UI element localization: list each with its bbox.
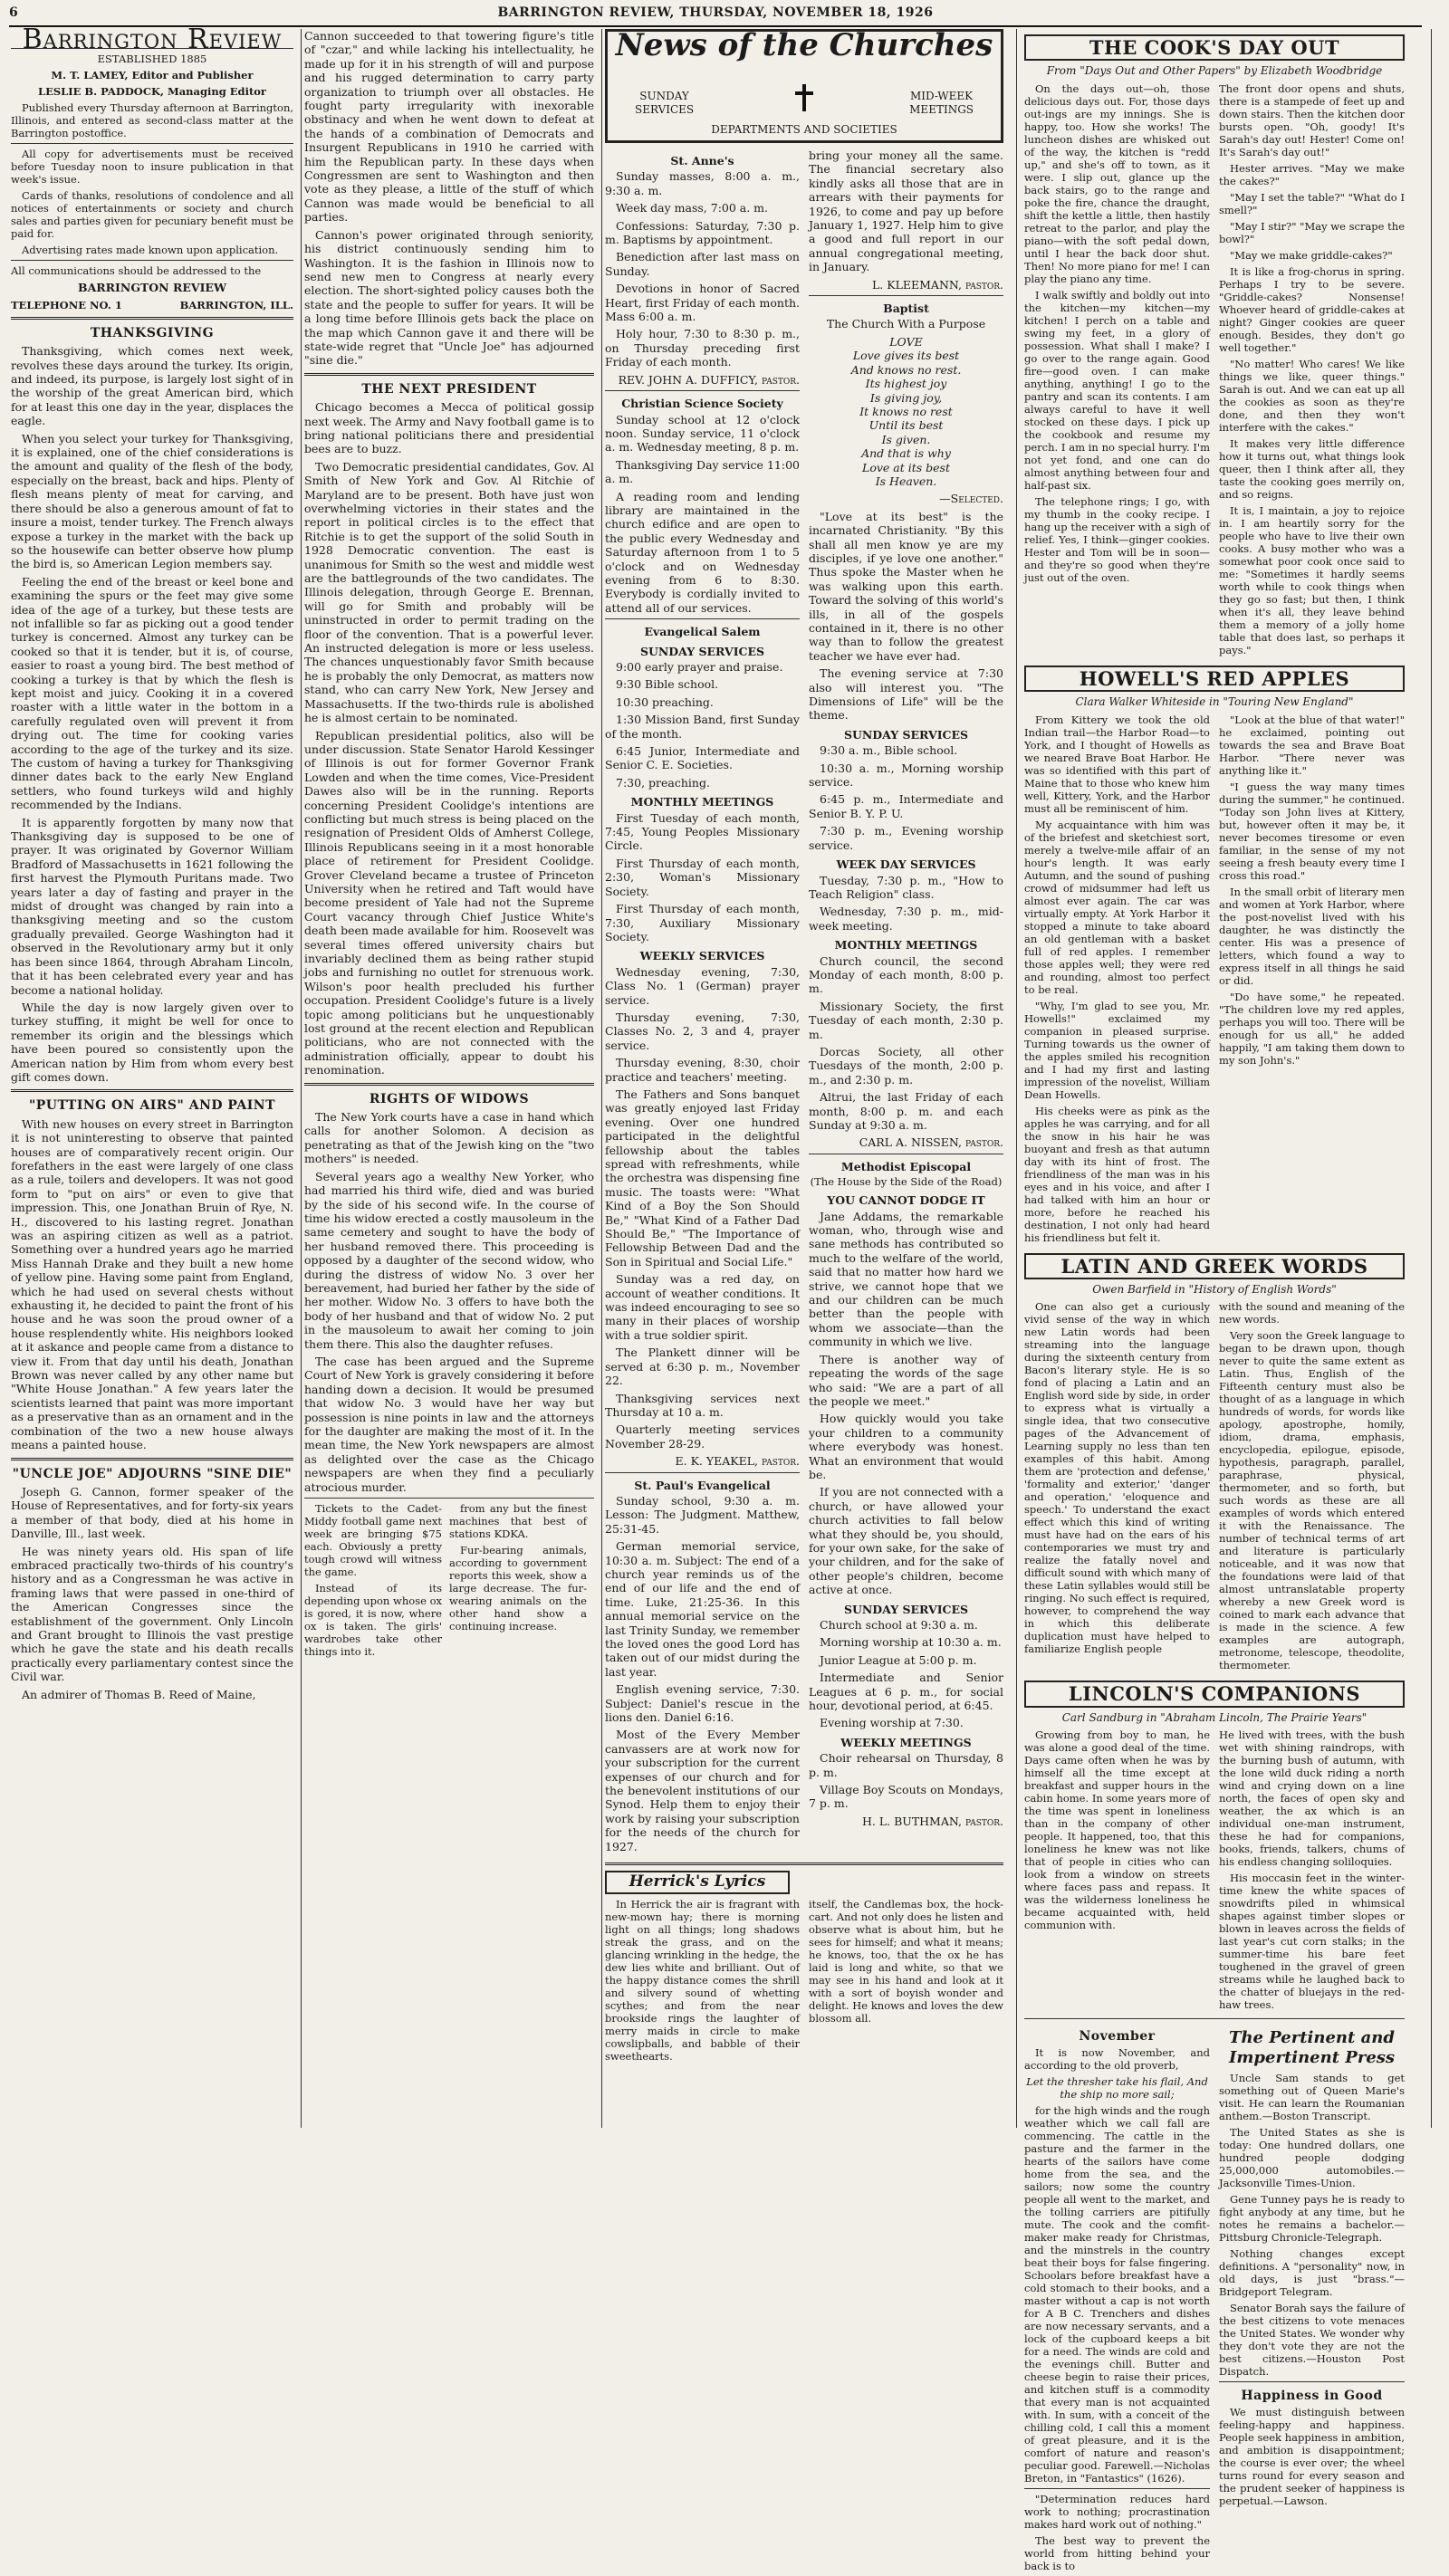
latin-greek-headline: LATIN AND GREEK WORDS — [1024, 1253, 1405, 1279]
next-president-headline: THE NEXT PRESIDENT — [361, 381, 537, 397]
church-item: Sunday was a red day, on account of weather conditions. It was indeed encouraging to see so many in their places of worship with a true soldier spirit. — [605, 1272, 800, 1342]
pertinent-press-headline: The Pertinent and Impertinent Press — [1228, 2028, 1396, 2068]
midweek-label: MID-WEEK — [910, 90, 974, 102]
article-paragraph: Two Democratic presidential candidates, Gov. Al Smith of New York and Gov. Al Ritchie of Maryland are to be present. Both have just won overwhelming victories in their states and the report in political circles is to the effect that Ritchie is to get the support of the solid South in 1928 Democratic convention. The east is unanimous for Smith so the west and middle west are the battlegrounds of the two candidates. The Illinois delegation, through George E. Brennan, will go for Smith and probably will be uninstructed in order to permit trading on the floor of the convention. That is a powerful lever. An instructed delegation is more or less useless. The chances unquestionably favor Smith because he is probably the only Democrat, as matters now stand, who can carry New York, New Jersey and Massachusetts. If the two-thirds rule is abolished he is almost certain to be nominated. — [304, 459, 594, 725]
pastor-name: REV. JOHN A. DUFFICY, pastor. — [618, 372, 800, 387]
article-paragraph: It is now November, and according to the old proverb, — [1024, 2046, 1210, 2073]
press-item: Senator Borah says the failure of the best citizens to vote menaces the United States. We wonder why they don't vote they are not the best citizens.—Houston Post Dispatch. — [1219, 2302, 1405, 2379]
article-paragraph: itself, the Candlemas box, the hock-cart. And not only does he listen and observe what is about him, but he sees for himself; and what it means; he knows, too, that the ox he has laid is long and white, so that we may see in his hand and look at it with a sort of boyish wonder and delight. He knows and loves the dew blossom all. — [809, 1897, 1003, 2025]
church-item: 9:30 Bible school. — [616, 677, 719, 692]
article-paragraph: The front door opens and shuts, there is a stampede of feet up and down stairs. Then the kitchen door bursts open. "Oh, goody! It's Sarah's day out! Hester! Come on! It's Sarah's day out!" — [1219, 81, 1405, 158]
paper-title: Barrington Review — [11, 33, 293, 49]
verse: Let the thresher take his flail, And the ship no more sail; — [1026, 2075, 1208, 2102]
church-item: Junior League at 5:00 p. m. — [820, 1652, 977, 1667]
widows-headline: RIGHTS OF WIDOWS — [369, 1091, 530, 1106]
article-paragraph: It is apparently forgotten by many now that Thanksgiving day is supposed to be one of prayer. It was originated by Governor William Bradford of Massachusetts in 1621 following the first harvest the Plymouth Puritans made. Two years later a day of fasting and prayer in the midst of drought was changed by rain into a thanksgiving meeting and so the custom gradually prevailed. George Washington had it observed in the Revolutionary army but it only has been since 1864, through Abraham Lincoln, that it has been celebrated every year and has become a national holiday. — [11, 815, 293, 997]
airs-headline: "PUTTING ON AIRS" AND PAINT — [28, 1098, 276, 1114]
article-byline: Owen Barfield in "History of English Words" — [1092, 1283, 1337, 1297]
article-paragraph: We must distinguish between feeling-happy and happiness. People seek happiness in ambition, and ambition is disappointment; the course is ever over; the wheel turns round for every season and the prudent seeker of happiness is perpetual.—Lawson. — [1219, 2406, 1405, 2508]
pastor-name: CARL A. NISSEN, pastor. — [859, 1135, 1003, 1150]
church-item: A reading room and lending library are maintained in the church edifice and are open to the public every Wednesday and Saturday afternoon from 1 to 5 o'clock and on Wednesday evening from 6 to 8:30. Everybody is cordially invited to attend all of our services. — [605, 489, 800, 615]
church-item: Sunday school, 9:30 a. m. Lesson: The Judgment. Matthew, 25:31-45. — [605, 1493, 800, 1536]
church-heading: St. Anne's — [670, 154, 734, 168]
happiness-headline: Happiness in Good — [1241, 2389, 1383, 2404]
church-subheading: YOU CANNOT DODGE IT — [827, 1193, 985, 1208]
article-paragraph: Feeling the end of the breast or keel bone and examining the spurs or the feet may give some idea of the age of a turkey, but these tests are not infallible so far as picking out a good tender turkey is concerned. Almost any turkey can be cooked so that it is tender, but it is, of course, easier to roast a young bird. The best method of cooking a turkey is that by which the flesh is kept moist and juicy. Cooking it in a covered roaster with a little water in the bottom in a carefully regulated oven will prevent it from drying out. The time for cooking varies according to the age of the turkey and its size. The custom of having a turkey for Thanksgiving dinner dates back to the early New England settlers, who found turkeys wild and highly recommended by the Indians. — [11, 574, 293, 812]
article-paragraph: With new houses on every street in Barrington it is not uninteresting to observe that painted houses are of comparatively recent origin. Our forefathers in the east were largely of one class as a rule, toilers and developers. It was not good form to "put on airs" or even to give that impression. This, one Jonathan Bruin of Rye, N. H., discovered to his lasting regret. Jonathan was an aspiring citizen as well as a patriot. Something over a hundred years ago he married Miss Hannah Drake and they built a new home of yellow pine. Having some paint from England, which he had used on several chests without exhausting it, he decided to paint the front of his house and he was soon the proud owner of a house resplendently white. His neighbors looked at it askance and people came from a distance to view it. From that day until his death, Jonathan Brown was never called by any other name but "White House Jonathan." A few years later the scientists learned that paint was more important as a preservative than as an ornament and in the combination of the two a new house always means a painted house. — [11, 1116, 293, 1452]
article-byline: Carl Sandburg in "Abraham Lincoln, The Prairie Years" — [1061, 1710, 1367, 1724]
article-paragraph: Hester arrives. "May we make the cakes?" — [1219, 161, 1405, 187]
column-features — [1016, 29, 1405, 2573]
article-paragraph: The telephone rings; I go, with my thumb in the cooky recipe. I hang up the receiver with a sigh of relief. Yes, I think—ginger cookies. Hester and Tom will be in soon—and they're so good when they're just out of the oven. — [1024, 494, 1210, 584]
church-subheading: MONTHLY MEETINGS — [630, 795, 774, 809]
article-paragraph: In Herrick the air is fragrant with new-mown hay; there is morning light on all things; long shadows streak the grass, and on the glancing wrinkling in the hedge, the dew lies white and brilliant. Out of the happy distance comes the shrill and silvery sound of whetting scythes; and from the near brookside rings the laughter of merry maids in circle to make cowslipballs, and babble of their sweethearts. — [605, 1897, 800, 2063]
church-item: Dorcas Society, all other Tuesdays of the month, 2:00 p. m., and 2:30 p. m. — [809, 1044, 1003, 1087]
church-subheading: WEEKLY SERVICES — [639, 949, 765, 963]
church-subheading: WEEKLY MEETINGS — [840, 1735, 972, 1749]
article-paragraph: His moccasin feet in the winter-time knew the white spaces of snowdrifts piled in whimsical shapes against timber slopes or blown in leaves across the fields of last year's cut corn stalks; in the summer-time his bare feet toughened in the gravel of green streams while he laughed back to the chatter of bluejays in the red-haw trees. — [1219, 1872, 1405, 2012]
editor-line: M. T. LAMEY, Editor and Publisher — [51, 69, 254, 82]
press-item: Gene Tunney pays he is ready to fight anybody at any time, but he notes he remains a bachelor.—Pittsburg Chronicle-Telegraph. — [1219, 2193, 1405, 2245]
cooks-day-out-headline: THE COOK'S DAY OUT — [1024, 34, 1405, 61]
church-item: Thanksgiving Day service 11:00 a. m. — [605, 457, 800, 486]
herrick-headline: Herrick's Lyrics — [605, 1871, 790, 1893]
article-byline: Clara Walker Whiteside in "Touring New England" — [1075, 695, 1354, 709]
uncle-joe-headline: "UNCLE JOE" ADJOURNS "SINE DIE" — [12, 1466, 293, 1481]
church-item: 7:30, preaching. — [616, 775, 710, 790]
church-item: Thursday evening, 8:30, choir practice and teachers' meeting. — [605, 1056, 800, 1084]
church-item: The Plankett dinner will be served at 6:30 p. m., November 22. — [605, 1345, 800, 1388]
church-item: Evening worship at 7:30. — [820, 1716, 964, 1730]
pastor-name: E. K. YEAKEL, pastor. — [675, 1454, 800, 1469]
article-paragraph: Cannon succeeded to that towering figure's title of "czar," and while lacking his intellectuality, he made up for it in his strength of will and purpose and his rugged determination to carry party organization to triumph over all obstacles. He fought party irregularity with inexorable obstinacy and when he went down to defeat at the hands of a combination of Democrats and Insurgent Republicans in 1910 he carried with him the Republican party. In these days when Congressmen are sent to Washington and then vote as they please, a little of the stuff of which Cannon was made would be beneficial to all parties. — [304, 29, 594, 225]
page-number: 6 — [9, 5, 19, 20]
adjacent-page-edge — [1431, 29, 1448, 2128]
church-item: Benediction after last mass on Sunday. — [605, 250, 800, 278]
church-item: First Thursday of each month, 7:30, Auxiliary Missionary Society. — [605, 902, 800, 943]
church-item: Sunday school at 12 o'clock noon. Sunday service, 11 o'clock a. m. Wednesday meeting, 8 p. m. — [605, 412, 800, 455]
published-notice: Published every Thursday afternoon at Barrington, Illinois, and entered as second-class matter at the Barrington postoffice. — [11, 101, 293, 140]
article-paragraph: An admirer of Thomas B. Reed of Maine, — [22, 1687, 256, 1701]
church-item: 6:45 Junior, Intermediate and Senior C. E. Societies. — [605, 744, 800, 772]
article-paragraph: He was ninety years old. His span of life embraced practically two-thirds of his country's history and as a Congressman he was active in framing laws that were passed in one-third of the American Congresses since the establishment of the government. Only Lincoln and Grant brought to Illinois the vast prestige which he gave the state and his death recalls practically every parliamentary contest since the Civil war. — [11, 1544, 293, 1684]
article-paragraph: Very soon the Greek language to began to be drawn upon, though never to quite the same extent as Latin. Thus, English of the Fifteenth century must also be thought of as a language in which hundreds of words, for words like apology, apostrophe, homily, idiom, drama, emphasis, encyclopedia, epilogue, episode, hypothesis, paragraph, parallel, paraphrase, physical, thermometer, and so forth, but such words as these are all examples of words which entered it with the Renaissance. The number of technical terms of art and literature is particularly noticeable, and it was now that the foundations were laid of that almost untranslatable property whereby a new Greek word is coined to mark each advance that is made in the science. A few examples are autograph, metronome, telescope, theodolite, thermometer. — [1219, 1329, 1405, 1672]
article-paragraph: Cannon's power originated through seniority, his district continuously sending him to Washington. It is the fashion in Illinois now to send new men to Congress at nearly every election. The short-sighted policy causes both the state and the people to suffer for years. It will be a long time before Illinois gets back the place on the map which Cannon gave it and there will be state-wide regret that "Uncle Joe" has adjourned "sine die." — [304, 227, 594, 368]
poem-credit: —Selected. — [939, 492, 1003, 506]
article-paragraph: "Why, I'm glad to see you, Mr. Howells!" exclaimed my companion in pleased surprise. Turning towards us the owner of the apples smiled his recognition and I had my first and lasting impression of the novelist, William Dean Howells. — [1024, 999, 1210, 1101]
church-item: English evening service, 7:30. Subject: Daniel's rescue in the lions den. Daniel 6:16. — [605, 1682, 800, 1725]
churches-section — [605, 29, 1003, 2128]
church-item: Week day mass, 7:00 a. m. — [616, 201, 769, 215]
press-item: The United States as she is today: One hundred dollars, one hundred people dodging 25,000,000 automobiles.—Jacksonville Times-Union. — [1219, 2126, 1405, 2190]
article-paragraph: On the days out—oh, those delicious days out. For, those days out-ings are my innings. She is happy, too. How she works! The luncheon dishes are whisked out of the way, the kitchen is "redd up," and she's off to town, as it were. I slip out, glance up the back stairs, go to the range and poke the fire, chance the draught, shift the kettle a little, then hastily retreat to the parlor, and play the piano—with the soft pedal down, until I hear the back door shut. Then! No more piano for me! I can play the piano any time. — [1024, 81, 1210, 285]
church-item: 10:30 a. m., Morning worship service. — [809, 761, 1003, 790]
article-paragraph: Several years ago a wealthy New Yorker, who had married his third wife, died and was buried by the side of his second wife. In the course of time his widow erected a costly mausoleum in the same cemetery and sought to have the body of her husband removed there. This proceeding is opposed by a daughter of the second widow, who during the distress of widow No. 3 over her bereavement, had buried her father by the side of her mother. Widow No. 3 offers to have both the body of her husband and that of widow No. 2 put in the mausoleum to await her coming to join them there. This also the daughter refuses. — [304, 1169, 594, 1351]
article-paragraph: His cheeks were as pink as the apples he was carrying, and for all the snow in his hair he was buoyant and fresh as that autumn day with its hint of frost. The friendliness of the man was in his eyes and in his voice, and after I had talked with him an hour or more, before he reached his destination, I not only had heard his friendliness but felt it. — [1024, 1104, 1210, 1244]
churches-title: News of the Churches — [615, 27, 993, 63]
church-item: Church school at 9:30 a. m. — [820, 1618, 978, 1632]
managing-editor-line: LESLIE B. PADDOCK, Managing Editor — [38, 85, 266, 99]
church-item: 1:30 Mission Band, first Sunday of the month. — [605, 713, 800, 741]
article-paragraph: "I guess the way many times during the summer," he continued. "Today son John lives at Kittery, but, however often it may be, it never becomes tiresome or even familiar, in the sense of my not seeing a fresh beauty every time I cross this road." — [1219, 780, 1405, 882]
departments-label: DEPARTMENTS AND SOCIETIES — [711, 122, 897, 136]
rates-notice: Advertising rates made known upon application. — [22, 244, 279, 257]
church-item: Holy hour, 7:30 to 8:30 p. m., on Thursday preceding first Friday of each month. — [605, 327, 800, 369]
column-editorial-2 — [304, 29, 602, 2128]
copy-notice: All copy for advertisements must be received before Tuesday noon to insure publication in that week's issue. — [11, 148, 293, 187]
church-item: 9:30 a. m., Bible school. — [820, 743, 958, 758]
article-paragraph: From Kittery we took the old Indian trail—the Harbor Road—to York, and I thought of Howells as we neared Brave Boat Harbor. He was so identified with this part of Maine that to those who knew him well, Kittery, York, and the Harbor must all be reminiscent of him. — [1024, 713, 1210, 815]
short-item: from any but the finest machines that best of stations KDKA. — [449, 1502, 587, 1541]
lincoln-headline: LINCOLN'S COMPANIONS — [1024, 1681, 1405, 1707]
press-item: Uncle Sam stands to get something out of Queen Marie's visit. He can learn the Roumanian anthem.—Boston Transcript. — [1219, 2072, 1405, 2123]
churches-header-box — [605, 29, 1003, 143]
quote-item: "Determination reduces hard work to nothing; procrastination makes hard work out of nothing." — [1024, 2493, 1210, 2532]
church-motto: The Church With a Purpose — [826, 317, 986, 331]
article-paragraph: It is like a frog-chorus in spring. Perhaps I try to be severe. "Griddle-cakes? Nonsense! Whoever heard of griddle-cakes at night? Ginger cookies are queer enough. Besides, they don't go well together." — [1219, 264, 1405, 354]
article-paragraph: with the sound and meaning of the new words. — [1219, 1300, 1405, 1326]
churches-column-a — [605, 148, 800, 1857]
address-name: BARRINGTON REVIEW — [78, 281, 226, 295]
church-item: Devotions in honor of Sacred Heart, first Friday of each month. Mass 6:00 a. m. — [605, 282, 800, 324]
november-headline: November — [1079, 2029, 1156, 2045]
church-item: Jane Addams, the remarkable woman, who, through wise and sane methods has contributed so much to the welfare of the world, said that no matter how hard we strive, we cannot hope that we and our children can be much better than the people with whom we associate—than the community in which we live. — [809, 1209, 1003, 1349]
church-item: Church council, the second Monday of each month, 8:00 p. m. — [809, 953, 1003, 996]
running-head-text: BARRINGTON REVIEW, THURSDAY, NOVEMBER 18, 1926 — [497, 5, 934, 20]
quote-item: The best way to prevent the world from hitting behind your back is to — [1024, 2534, 1210, 2573]
howells-headline: HOWELL'S RED APPLES — [1024, 666, 1405, 692]
article-paragraph: "Look at the blue of that water!" he exclaimed, pointing out towards the sea and Brave Boat Harbor. "There never was anything like it." — [1219, 713, 1405, 777]
church-item: Most of the Every Member canvassers are at work now for your subscription for the current expenses of our church and for the benevolent institutions of our Synod. Help them to enjoy their work by raising your subscription for the needs of the church for 1927. — [605, 1728, 800, 1853]
church-item: First Thursday of each month, 2:30, Woman's Missionary Society. — [605, 856, 800, 898]
column-editorial-1 — [11, 24, 302, 2128]
church-item: 9:00 early prayer and praise. — [616, 660, 783, 674]
article-paragraph: Growing from boy to man, he was alone a good deal of the time. Days came often when he was by himself all the time except at breakfast and supper hours in the cabin home. In some years more of the time was spent in loneliness than in the company of other people. It happened, too, that this loneliness he knew was not like that of people in cities who can look from a window on streets where faces pass and repass. It was the wilderness loneliness he became acquainted with, held communion with. — [1024, 1729, 1210, 1932]
article-paragraph: It makes very little difference how it turns out, what things look queer, then I think after all, they taste the cooking goes merrily on, and so reigns. — [1219, 436, 1405, 501]
church-item: Sunday masses, 8:00 a. m., 9:30 a. m. — [605, 169, 800, 197]
church-item: Wednesday evening, 7:30, Class No. 1 (German) prayer service. — [605, 964, 800, 1007]
church-item: Village Boy Scouts on Mondays, 7 p. m. — [809, 1783, 1003, 1811]
telephone-line: TELEPHONE NO. 1 — [11, 298, 122, 311]
church-item: bring your money all the same. The financial secretary also kindly asks all those that are in arrears with their payments for 1926, to come and pay up before January 1, 1927. Help him to give a good and full report in our annual congregational meeting, in January. — [809, 148, 1003, 274]
church-item: Wednesday, 7:30 p. m., mid-week meeting. — [809, 905, 1003, 933]
church-subheading: WEEK DAY SERVICES — [836, 857, 976, 872]
established-line: ESTABLISHED 1885 — [97, 53, 207, 66]
church-item: Altrui, the last Friday of each month, 8:00 p. m. and each Sunday at 9:30 a. m. — [809, 1090, 1003, 1132]
church-item: Morning worship at 10:30 a. m. — [820, 1635, 1002, 1650]
love-poem: LOVE Love gives its best And knows no rest. Its highest joy Is giving joy, It knows no rest Until its best Is given. And that is why Love at its best Is Heaven. — [850, 334, 962, 488]
church-item: How quickly would you take your children to a community where everybody was honest. What an environment that would be. — [809, 1412, 1003, 1481]
article-paragraph: "Do have some," he repeated. "The children love my red apples, perhaps you will too. There will be enough for us all," he added happily, "I am taking them down to my son John's." — [1219, 990, 1405, 1067]
short-item: Instead of its depending upon whose ox is gored, it is now, where ox is taken. The girls' wardrobes take other things into it. — [304, 1582, 442, 1659]
church-subheading: SUNDAY SERVICES — [843, 727, 969, 742]
pastor-name: L. KLEEMANN, pastor. — [871, 277, 1003, 292]
city-line: BARRINGTON, ILL. — [179, 298, 293, 311]
churches-column-b — [809, 148, 1003, 1857]
article-paragraph: "May I set the table?" "What do I smell?" — [1219, 190, 1405, 216]
article-paragraph: When you select your turkey for Thanksgiving, it is explained, one of the chief considerations is the amount and quality of the flesh of the body, especially on the breast, back and hips. Plenty of flesh means plenty of meat for carving, and there should be also a generous amount of fat to insure a moist, tender turkey. The French always expose a turkey in the market with the back up so the housewife can better observe how plump the bird is, so American Legion members say. — [11, 431, 293, 571]
article-paragraph: I walk swiftly and boldly out into the kitchen—my kitchen—my kitchen! I perch on a table and swing my feet, in a glory of possession. What shall I make? I go over to the range again. Good fire—good oven. I can make anything, anything! I go to the pantry and scan its contents. I am always careful to have it well stocked on these days. I pick up the cookbook and resume my perch. I am in no special hurry. I'm not yet fond, and one can do almost anything between four and half-past six. — [1024, 288, 1210, 492]
church-item: If you are not connected with a church, or have allowed your church activities to fall below what they should be, you should, for your own sake, for the sake of your children, and for the sake of other people's children, become active at once. — [809, 1485, 1003, 1597]
church-item: 6:45 p. m., Intermediate and Senior B. Y. P. U. — [809, 792, 1003, 820]
article-paragraph: One can also get a curiously vivid sense of the way in which new Latin words had been streaming into the language during the sixteenth century from Bacon's literary style. He is so fond of placing a Latin and an English word side by side, in order to express what is virtually a single idea, that two consecutive pages of the Advancement of Learning supply no less than ten examples of this habit. Among them are 'protection and defense,' 'formality and exterior,' 'danger and operation,' 'eloquence and speech.' To understand the exact effect which this kind of writing must have had on the ears of his contemporaries we must try and realize the fatally novel and difficult sound with which many of these Latin syllables would still be ringing. No such effect is required, however, to comprehend the way in which this deliberate duplication must have helped to familiarize English people — [1024, 1300, 1210, 1656]
article-paragraph: The case has been argued and the Supreme Court of New York is gravely considering it before handing down a decision. It would be presumed that widow No. 3 would have her way but possession is nine points in law and the attorneys for the daughter are making the most of it. In the mean time, the New York newspapers are almost as delighted over the case as the Chicago newspapers are when they find a peculiarly atrocious murder. — [304, 1354, 594, 1494]
church-item: The Fathers and Sons banquet was greatly enjoyed last Friday evening. Over one hundred participated in the delightful fellowship about the tables spread with refreshments, while the orchestra was dispensing fine music. The toasts were: "What Kind of a Boy the Son Should Be," "What Kind of a Father Dad Should Be," "The Importance of Fellowship Between Dad and the Son in Spiritual and Social Life." — [605, 1087, 800, 1269]
cards-notice: Cards of thanks, resolutions of condolence and all notices of entertainments or society and church sales and parties given for pecuniary benefit must be paid for. — [11, 189, 293, 241]
church-item: 10:30 preaching. — [616, 694, 714, 709]
church-item: "Love at its best" is the incarnated Christianity. "By this shall all men know ye are my disciples, if ye love one another." Thus spoke the Master when he was walking upon this earth. Toward the solving of this world's ills, in all of the gospels contained in it, there is no other way than to follow the greatest teacher we have ever had. — [809, 509, 1003, 663]
church-item: Tuesday, 7:30 p. m., "How to Teach Religion" class. — [809, 873, 1003, 901]
article-paragraph: Chicago becomes a Mecca of political gossip next week. The Army and Navy football game is to bring national politicians there and presidential bees are to buzz. — [304, 400, 594, 456]
press-item: Nothing changes except definitions. A "personality" now, in old days, is just "brass."—Bridgeport Telegram. — [1219, 2247, 1405, 2299]
church-item: Intermediate and Senior Leagues at 6 p. m., for social hour, devotional period, at 6:45. — [809, 1671, 1003, 1713]
address-notice: All communications should be addressed to the — [11, 264, 262, 278]
article-paragraph: "May we make griddle-cakes?" — [1230, 248, 1393, 262]
church-heading: Evangelical Salem — [644, 625, 761, 639]
pastor-name: H. L. BUTHMAN, pastor. — [862, 1814, 1003, 1828]
article-paragraph: He lived with trees, with the bush wet with shining raindrops, with the burning bush of autumn, with the lone wild duck riding a north wind and crying down on a line north, the faces of open sky and weather, the ax which is an individual one-man instrument, these he had for companions, books, friends, talkers, chums of his endless changing soliloquies. — [1219, 1729, 1405, 1869]
meetings-label: MEETINGS — [909, 103, 974, 116]
sunday-label: SUNDAY — [639, 90, 689, 102]
article-paragraph: Thanksgiving, which comes next week, revolves these days around the turkey. Its origin, and indeed, its purpose, is largely lost sight of in the worship of the great American bird, which for at least this one day in the year, displaces the eagle. — [11, 344, 293, 428]
church-item: Thanksgiving services next Thursday at 10 a. m. — [605, 1391, 800, 1419]
church-motto: (The House by the Side of the Road) — [810, 1175, 1003, 1189]
article-paragraph: "May I stir?" "May we scrape the bowl?" — [1219, 219, 1405, 245]
church-subheading: MONTHLY MEETINGS — [834, 938, 978, 953]
church-item: Missionary Society, the first Tuesday of each month, 2:30 p. m. — [809, 999, 1003, 1041]
church-heading: Christian Science Society — [621, 397, 783, 411]
church-item: German memorial service, 10:30 a. m. Subject: The end of a church year reminds us of the end of our life and the end of time. Luke, 21:25-36. In this annual memorial service on the last Trinity Sunday, we remember the loved ones the good Lord has taken out of our midst during the last year. — [605, 1539, 800, 1679]
article-byline: From "Days Out and Other Papers" by Elizabeth Woodbridge — [1046, 64, 1383, 78]
article-paragraph: for the high winds and the rough weather which we call fall are commencing. The cattle in the pasture and the farmer in the hearts of the sailors have come home from the sea, and the sailors; now some the country people all went to the market, and the tolling carriers are pitifully mute. The cook and the comfit-maker make ready for Christmas, and the minstrels in the country beat their boys for false fingering. Schoolars before breakfast have a cold stomach to their books, and a master without a cap is not worth for A B C. Trenchers and dishes are now necessary servants, and a lock of the cupboard keeps a bit for a need. The winds are cold and the evenings chill. Butter and cheese begin to raise their prices, and kitchen stuff is a commodity that every man is not acquainted with. In sum, with a conceit of the chilling cold, I call this a moment of great pleasure, and it is the comfort of nature and reason's peculiar good. Farewell.—Nicholas Breton, in "Fantastics" (1626). — [1024, 2104, 1210, 2485]
services-label: SERVICES — [635, 103, 695, 116]
church-item: Quarterly meeting services November 28-29. — [605, 1422, 800, 1451]
article-paragraph: In the small orbit of literary men and women at York Harbor, where the post-novelist lived with his daughter, he was distinctly the center. His was a presence of letters, which found a way to express itself in all things he said or did. — [1219, 885, 1405, 987]
cross-icon — [793, 84, 815, 111]
church-heading: Baptist — [883, 302, 929, 316]
church-item: Choir rehearsal on Thursday, 8 p. m. — [809, 1751, 1003, 1779]
thanksgiving-headline: THANKSGIVING — [90, 325, 215, 340]
church-subheading: SUNDAY SERVICES — [639, 644, 765, 658]
article-paragraph: The New York courts have a case in hand which calls for another Solomon. A decision as penetrating as that of the Jewish king on the "two mothers" is needed. — [304, 1110, 594, 1166]
church-item: Confessions: Saturday, 7:30 p. m. Baptisms by appointment. — [605, 218, 800, 247]
short-item: Tickets to the Cadet-Middy football game next week are bringing $75 each. Obviously a pretty tough crowd will witness the game. — [304, 1502, 442, 1579]
church-item: The evening service at 7:30 also will interest you. "The Dimensions of Life" will be the theme. — [809, 666, 1003, 723]
church-item: First Tuesday of each month, 7:45, Young Peoples Missionary Circle. — [605, 810, 800, 853]
article-paragraph: Joseph G. Cannon, former speaker of the House of Representatives, and for forty-six years a member of that body, died at his home in Danville, Ill., last week. — [11, 1484, 293, 1541]
church-item: There is another way of repeating the words of the sage who said: "We are a part of all the people we meet." — [809, 1352, 1003, 1408]
church-item: Thursday evening, 7:30, Classes No. 2, 3 and 4, prayer service. — [605, 1010, 800, 1052]
church-heading: St. Paul's Evangelical — [634, 1478, 771, 1492]
article-paragraph: My acquaintance with him was of the briefest and sketchiest sort, merely a twelve-mile affair of an hour's length. It was early Autumn, and the sound of pushing crowd of midsummer had left us almost ever again. The car was virtually empty. At York Harbor it stopped a minute to take aboard an old gentleman with a basket full of red apples. I remember those apples well; they were red and rounding, almost too perfect to be real. — [1024, 818, 1210, 996]
church-item: 7:30 p. m., Evening worship service. — [809, 824, 1003, 852]
article-paragraph: "No matter! Who cares! We like things we like, queer things." Sarah is out. And we can eat up all the cookies as soon as they're done, and then they won't interfere with the cakes." — [1219, 357, 1405, 434]
article-paragraph: It is, I maintain, a joy to rejoice in. I am heartily sorry for the people who have to live their own cooks. A busy mother who was a somewhat poor cook once said to me: "Sometimes it hardly seems worth while to cook things when they go so fast; but then, I think when it's all, they leave behind them a memory of a jolly home table that does last, so perhaps it pays." — [1219, 503, 1405, 656]
short-item: Fur-bearing animals, according to government reports this week, show a large decrease. The fur-wearing animals on the other hand show a continuing increase. — [449, 1544, 587, 1633]
article-paragraph: Republican presidential politics, also will be under discussion. State Senator Harold Kessinger of Illinois is out for former Governor Frank Lowden and when the time comes, Vice-President Dawes also will be in the running. Reports concerning President Coolidge's intentions are conflicting but much stress is being placed on the resignation of President Olds of Amherst College, Illinois Republicans seeing in it a most honorable place of retirement for President Coolidge. Grover Cleveland became a trustee of Princeton University when he retired and Taft would have become president of Yale had not the Supreme Court vacancy through Chief Justice White's death been made available for him. Roosevelt was several times offered university chairs but invariably declined them as being rather stupid jobs and furnishing no outlet for strenuous work. Wilson's poor health precluded his further occupation. President Coolidge's future is a lively topic among politicians but he unquestionably lost ground at the recent election and Republican politicians, who are not connected with the administration officially, appear to doubt his renomination. — [304, 728, 594, 1077]
article-paragraph: While the day is now largely given over to turkey stuffing, it might be well for once to remember its origin and the blessings which have been poured so consistently upon the American nation by Him from whom every best gift comes down. — [11, 1000, 293, 1084]
church-subheading: SUNDAY SERVICES — [843, 1602, 969, 1616]
church-heading: Methodist Episcopal — [840, 1159, 972, 1173]
